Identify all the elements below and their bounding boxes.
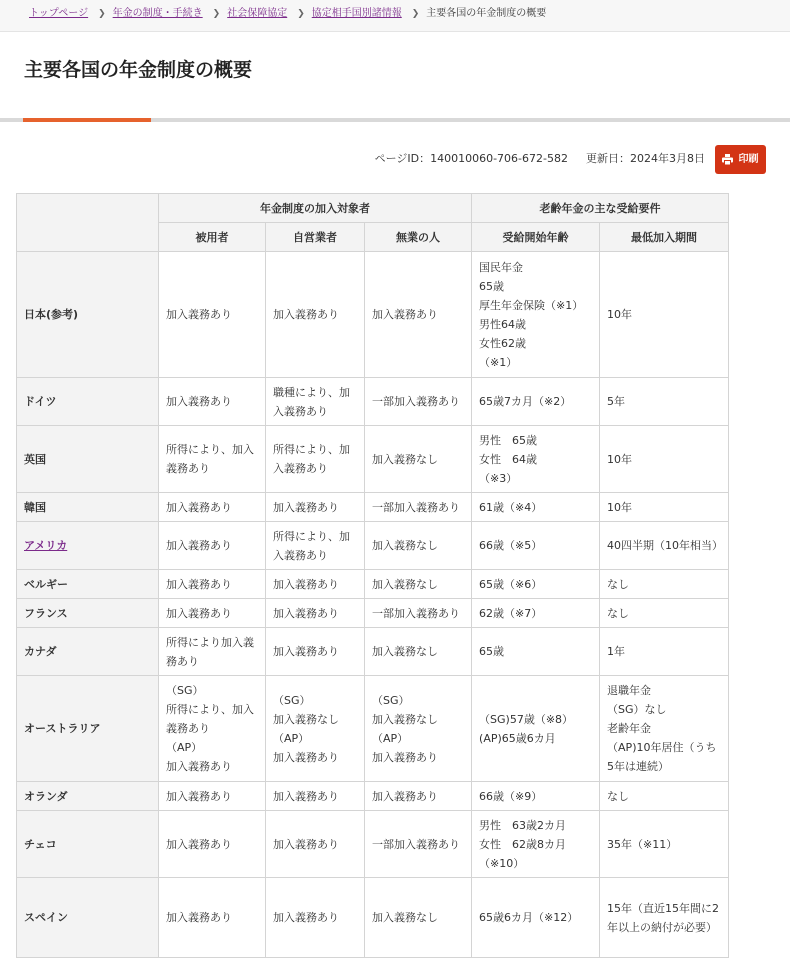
table-cell bbox=[365, 811, 472, 878]
table-row bbox=[17, 522, 729, 570]
cell-text: 一部加入義務あり bbox=[372, 395, 460, 408]
header-start-age: 受給開始年齢 bbox=[472, 223, 600, 252]
table-cell bbox=[365, 570, 472, 599]
country-name: 英国 bbox=[24, 452, 46, 466]
country-cell bbox=[17, 878, 159, 958]
table-row bbox=[17, 782, 729, 811]
title-divider bbox=[0, 118, 790, 122]
cell-text: 加入義務あり bbox=[166, 577, 232, 591]
table-row bbox=[17, 570, 729, 599]
cell-text: 所得により、加入義務あり bbox=[166, 703, 254, 735]
cell-text: 61歳（※4） bbox=[479, 500, 543, 514]
cell-text: 加入義務あり bbox=[166, 789, 232, 803]
table-cell bbox=[365, 252, 472, 378]
table-cell bbox=[472, 878, 600, 958]
table-cell bbox=[472, 570, 600, 599]
breadcrumb-link-pension-procedures[interactable]: 年金の制度・手続き bbox=[112, 8, 203, 19]
table-cell bbox=[266, 493, 365, 522]
cell-text: 女性 64歳 bbox=[479, 452, 538, 466]
cell-text: 65歳6カ月（※12） bbox=[479, 911, 579, 924]
cell-text: なし bbox=[607, 789, 630, 803]
table-cell bbox=[266, 782, 365, 811]
table-row bbox=[17, 878, 729, 958]
cell-text: 加入義務あり bbox=[273, 750, 339, 764]
table-row bbox=[17, 599, 729, 628]
table-row bbox=[17, 811, 729, 878]
cell-text: 10年 bbox=[607, 500, 633, 514]
country-name: カナダ bbox=[24, 645, 57, 658]
table-cell bbox=[159, 426, 266, 493]
table-cell bbox=[365, 878, 472, 958]
page-meta bbox=[375, 150, 705, 168]
chevron-right-icon: ❯ bbox=[212, 9, 221, 19]
updated-date: 更新日：2024年3月8日 bbox=[586, 152, 705, 165]
cell-text: 35年（※11） bbox=[607, 837, 678, 851]
country-cell bbox=[17, 378, 159, 426]
cell-text: 10年 bbox=[607, 308, 633, 321]
table-cell bbox=[600, 628, 729, 676]
cell-text: 加入義務あり bbox=[273, 500, 339, 514]
pension-comparison-table bbox=[16, 193, 729, 958]
breadcrumb-current: 主要各国の年金制度の概要 bbox=[426, 8, 547, 19]
country-cell bbox=[17, 676, 159, 782]
country-cell bbox=[17, 599, 159, 628]
breadcrumb-link-social-security-agreement[interactable]: 社会保障協定 bbox=[227, 8, 288, 19]
cell-text: なし bbox=[607, 606, 630, 620]
cell-text: 一部加入義務あり bbox=[372, 837, 460, 851]
table-cell bbox=[472, 252, 600, 378]
cell-text: 一部加入義務あり bbox=[372, 606, 460, 620]
cell-text: （SG)57歳（※8） bbox=[479, 712, 574, 726]
table-cell bbox=[159, 628, 266, 676]
table-cell bbox=[600, 676, 729, 782]
country-cell bbox=[17, 782, 159, 811]
cell-text: 15年（直近15年間に2年以上の納付が必要） bbox=[607, 901, 720, 934]
cell-text: 加入義務あり bbox=[166, 539, 232, 552]
table-cell bbox=[472, 426, 600, 493]
table-row bbox=[17, 628, 729, 676]
header-country bbox=[17, 194, 159, 252]
table-row bbox=[17, 252, 729, 378]
chevron-right-icon: ❯ bbox=[297, 9, 305, 19]
group-header-requirements: 老齢年金の主な受給要件 bbox=[472, 194, 729, 223]
table-cell bbox=[266, 811, 365, 878]
cell-text: 62歳（※7） bbox=[479, 606, 543, 620]
cell-text: （AP） bbox=[273, 731, 310, 745]
cell-text: 10年 bbox=[607, 452, 633, 466]
country-name: 韓国 bbox=[24, 500, 46, 514]
cell-text: 所得により、加入義務あり bbox=[273, 443, 350, 475]
cell-text: 40四半期（10年相当） bbox=[607, 539, 724, 552]
table-cell bbox=[266, 676, 365, 782]
title-divider-accent bbox=[23, 118, 151, 122]
country-name: フランス bbox=[24, 606, 68, 620]
header-employees: 被用者 bbox=[159, 223, 266, 252]
cell-text: 65歳（※6） bbox=[479, 577, 543, 591]
cell-text: （SG） bbox=[166, 684, 204, 697]
cell-text: 職種により、加入義務あり bbox=[273, 385, 350, 418]
table-cell bbox=[472, 811, 600, 878]
country-cell bbox=[17, 570, 159, 599]
table-cell bbox=[266, 252, 365, 378]
cell-text: 加入義務なし bbox=[273, 712, 339, 726]
table-cell bbox=[365, 493, 472, 522]
cell-text: 加入義務あり bbox=[166, 911, 232, 924]
cell-text: 加入義務なし bbox=[372, 539, 438, 552]
table-cell bbox=[266, 628, 365, 676]
cell-text: 加入義務あり bbox=[372, 308, 438, 321]
cell-text: 加入義務あり bbox=[273, 308, 339, 321]
chevron-right-icon: ❯ bbox=[411, 9, 420, 19]
cell-text: 5年 bbox=[607, 395, 626, 408]
table-cell bbox=[159, 782, 266, 811]
printer-icon bbox=[722, 154, 733, 165]
table-row bbox=[17, 426, 729, 493]
country-name: ドイツ bbox=[24, 395, 57, 408]
cell-text: 65歳 bbox=[479, 279, 505, 293]
print-button-label: 印刷 bbox=[738, 154, 759, 165]
table-cell bbox=[600, 426, 729, 493]
country-cell bbox=[17, 628, 159, 676]
cell-text: 加入義務あり bbox=[273, 837, 339, 851]
table-cell bbox=[159, 522, 266, 570]
table-cell bbox=[600, 811, 729, 878]
cell-text: （SG）なし bbox=[607, 703, 667, 716]
cell-text: 66歳（※5） bbox=[479, 539, 543, 552]
table-cell bbox=[600, 493, 729, 522]
table-cell bbox=[600, 599, 729, 628]
table-cell bbox=[159, 878, 266, 958]
cell-text: 所得により加入義務あり bbox=[166, 635, 254, 668]
cell-text: 加入義務あり bbox=[166, 308, 232, 321]
table-cell bbox=[159, 493, 266, 522]
cell-text: 65歳 bbox=[479, 645, 505, 658]
cell-text: なし bbox=[607, 577, 630, 591]
table-row bbox=[17, 676, 729, 782]
cell-text: 加入義務あり bbox=[273, 789, 339, 803]
table-cell bbox=[159, 599, 266, 628]
cell-text: 加入義務あり bbox=[166, 606, 232, 620]
cell-text: 加入義務なし bbox=[372, 452, 438, 466]
country-name: 日本(参考) bbox=[24, 308, 79, 321]
header-minimum-period: 最低加入期間 bbox=[600, 223, 729, 252]
table-cell bbox=[472, 782, 600, 811]
country-link[interactable]: アメリカ bbox=[24, 539, 68, 552]
table-row bbox=[17, 378, 729, 426]
cell-text: （AP） bbox=[166, 741, 203, 754]
cell-text: 加入義務あり bbox=[166, 837, 232, 851]
table-cell bbox=[600, 378, 729, 426]
table-row bbox=[17, 493, 729, 522]
cell-text: （AP)10年居住（うち5年は連続） bbox=[607, 741, 717, 773]
table-cell bbox=[266, 522, 365, 570]
cell-text: 国民年金 bbox=[479, 260, 524, 274]
table-cell bbox=[600, 252, 729, 378]
table-cell bbox=[365, 599, 472, 628]
breadcrumb-link-partner-country-info[interactable]: 協定相手国別諸情報 bbox=[311, 8, 402, 19]
chevron-right-icon: ❯ bbox=[98, 9, 106, 19]
country-name: スペイン bbox=[24, 911, 68, 924]
cell-text: 男性64歳 bbox=[479, 317, 527, 331]
breadcrumb bbox=[0, 0, 790, 32]
table-group-header-row bbox=[17, 194, 729, 223]
table-cell bbox=[365, 522, 472, 570]
country-cell bbox=[17, 811, 159, 878]
cell-text: 66歳（※9） bbox=[479, 789, 543, 803]
cell-text: 男性 63歳2カ月 bbox=[479, 818, 567, 832]
header-non-employed: 無業の人 bbox=[365, 223, 472, 252]
country-name: オーストラリア bbox=[24, 722, 101, 735]
cell-text: 一部加入義務あり bbox=[372, 500, 460, 514]
cell-text: （SG） bbox=[372, 693, 410, 707]
table-cell bbox=[365, 782, 472, 811]
table-cell bbox=[266, 426, 365, 493]
table-cell bbox=[600, 522, 729, 570]
cell-text: 加入義務あり bbox=[273, 645, 339, 658]
cell-text: 加入義務あり bbox=[273, 606, 339, 620]
cell-text: 加入義務あり bbox=[273, 577, 339, 591]
cell-text: 所得により、加入義務あり bbox=[166, 443, 254, 475]
cell-text: 加入義務なし bbox=[372, 911, 438, 924]
cell-text: 加入義務あり bbox=[372, 750, 438, 764]
country-cell bbox=[17, 426, 159, 493]
table-cell bbox=[365, 628, 472, 676]
cell-text: 厚生年金保険（※1） bbox=[479, 298, 584, 312]
cell-text: 加入義務あり bbox=[166, 500, 232, 514]
table-cell bbox=[159, 811, 266, 878]
table-cell bbox=[159, 252, 266, 378]
breadcrumb-link-top[interactable]: トップページ bbox=[29, 8, 89, 19]
cell-text: （※1） bbox=[479, 355, 518, 369]
country-cell bbox=[17, 252, 159, 378]
table-cell bbox=[472, 378, 600, 426]
table-cell bbox=[365, 676, 472, 782]
group-header-coverage: 年金制度の加入対象者 bbox=[159, 194, 472, 223]
cell-text: 加入義務なし bbox=[372, 577, 438, 591]
table-cell bbox=[600, 782, 729, 811]
cell-text: 1年 bbox=[607, 645, 626, 658]
page-id: ページID：140010060-706-672-582 bbox=[374, 152, 568, 165]
country-cell bbox=[17, 522, 159, 570]
cell-text: 女性62歳 bbox=[479, 336, 527, 350]
cell-text: 退職年金 bbox=[607, 684, 652, 697]
cell-text: （SG） bbox=[273, 693, 311, 707]
print-button[interactable] bbox=[715, 145, 766, 174]
cell-text: (AP)65歳6カ月 bbox=[479, 731, 556, 745]
cell-text: 加入義務なし bbox=[372, 645, 438, 658]
table-cell bbox=[472, 522, 600, 570]
cell-text: 所得により、加入義務あり bbox=[273, 529, 350, 562]
country-cell bbox=[17, 493, 159, 522]
cell-text: （※10） bbox=[479, 856, 525, 870]
country-name: オランダ bbox=[24, 789, 68, 803]
table-cell bbox=[365, 426, 472, 493]
cell-text: 女性 62歳8カ月 bbox=[479, 837, 567, 851]
table-cell bbox=[159, 676, 266, 782]
country-name: ベルギー bbox=[24, 577, 68, 591]
table-cell bbox=[266, 878, 365, 958]
cell-text: （AP） bbox=[372, 731, 409, 745]
table-cell bbox=[159, 378, 266, 426]
table-cell bbox=[472, 599, 600, 628]
country-name: チェコ bbox=[24, 837, 57, 851]
header-self-employed: 自営業者 bbox=[266, 223, 365, 252]
table-cell bbox=[365, 378, 472, 426]
table-cell bbox=[266, 570, 365, 599]
table-body bbox=[17, 252, 729, 958]
table-cell bbox=[472, 628, 600, 676]
table-cell bbox=[472, 676, 600, 782]
table-cell bbox=[266, 378, 365, 426]
cell-text: 65歳7カ月（※2） bbox=[479, 395, 572, 408]
cell-text: 加入義務あり bbox=[372, 789, 438, 803]
table-cell bbox=[600, 570, 729, 599]
cell-text: 加入義務あり bbox=[166, 395, 232, 408]
table-cell bbox=[600, 878, 729, 958]
table-cell bbox=[159, 570, 266, 599]
table-cell bbox=[472, 493, 600, 522]
page-title: 主要各国の年金制度の概要 bbox=[24, 59, 253, 81]
cell-text: 加入義務あり bbox=[273, 911, 339, 924]
cell-text: （※3） bbox=[479, 471, 518, 485]
cell-text: 男性 65歳 bbox=[479, 433, 538, 447]
cell-text: 加入義務なし bbox=[372, 712, 438, 726]
table-cell bbox=[266, 599, 365, 628]
cell-text: 老齢年金 bbox=[607, 722, 652, 735]
cell-text: 加入義務あり bbox=[166, 760, 232, 773]
